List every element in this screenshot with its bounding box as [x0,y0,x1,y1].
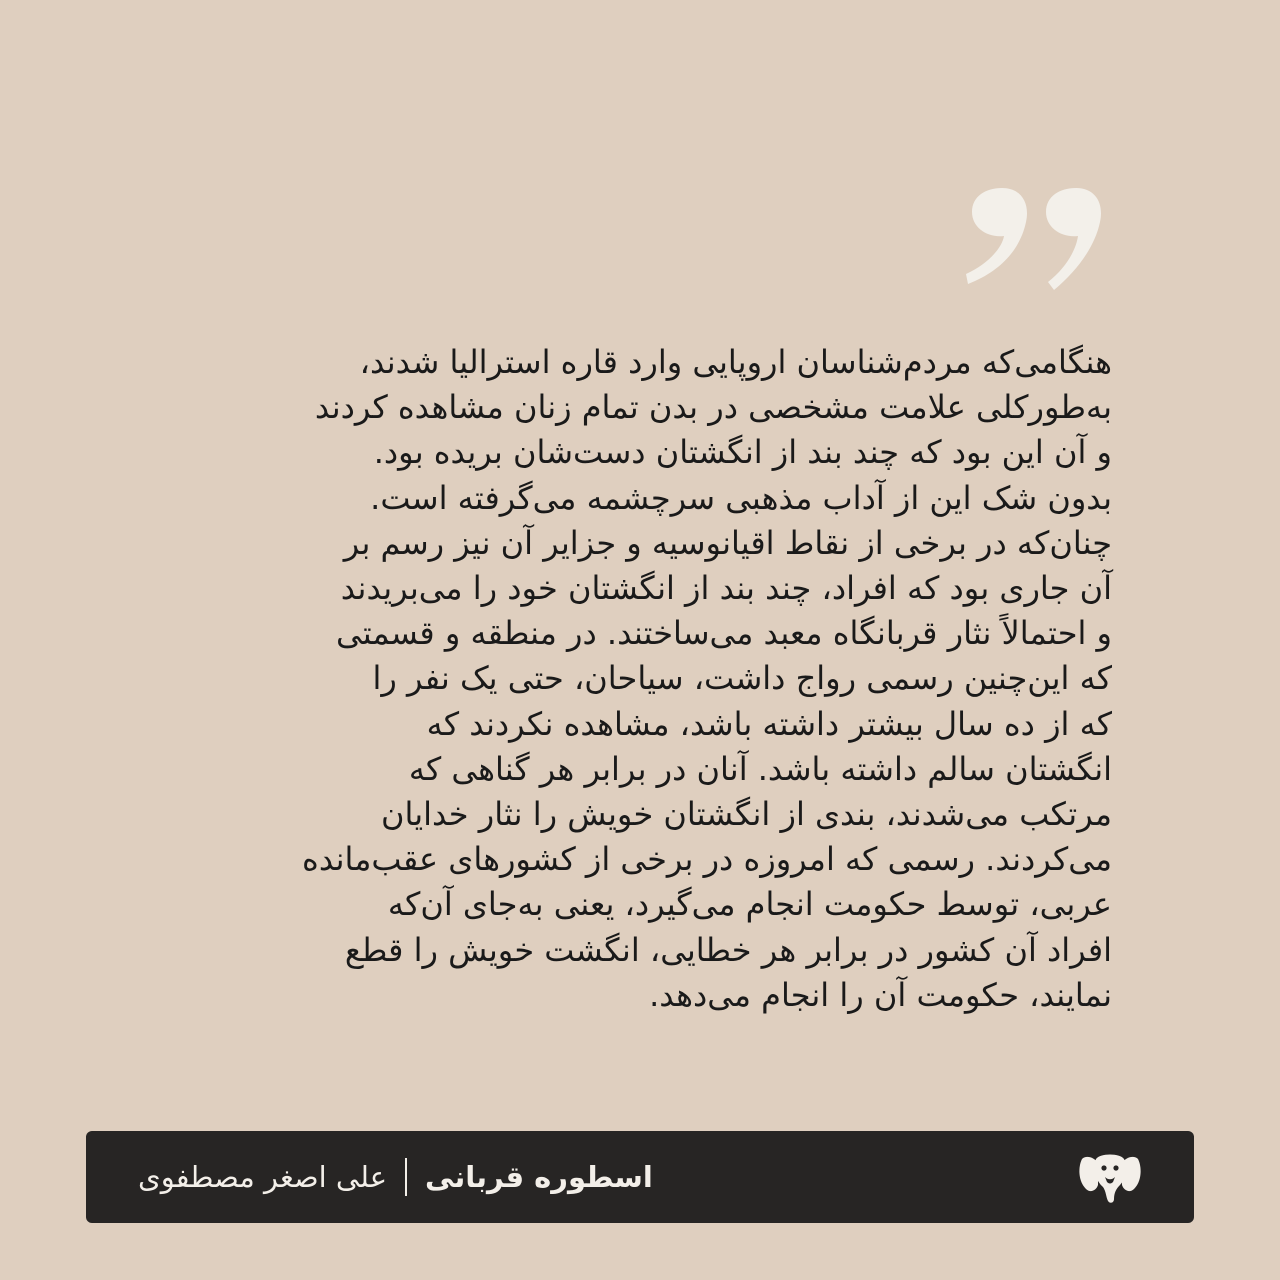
quote-line: انگشتان سالم داشته باشد. آنان در برابر هر گناهی که [408,749,1112,788]
divider [405,1158,407,1196]
book-title: اسطوره قربانی [425,1160,653,1194]
elephant-logo-icon [1076,1149,1144,1205]
quote-line: نمایند، حکومت آن را انجام می‌دهد. [649,975,1112,1014]
quote-line: بدون شک این از آداب مذهبی سرچشمه می‌گرفته است. [370,478,1112,517]
quote-line: و آن این بود که چند بند از انگشتان دست‌شان بریده بود. [373,433,1112,472]
quote-line: چنان‌که در برخی از نقاط اقیانوسیه و جزایر آن نیز رسم بر [343,523,1112,562]
quote-line: عربی، توسط حکومت انجام می‌گیرد، یعنی به‌جای آن‌که [387,885,1112,924]
footer-bar [86,1131,1194,1223]
quote-line: که از ده سال بیشتر داشته باشد، مشاهده نکردند که [426,704,1112,743]
quote-line: آن جاری بود که افراد، چند بند از انگشتان خود را می‌بریدند [340,569,1112,608]
closing-quote-icon [958,184,1118,296]
quote-line: می‌کردند. رسمی که امروزه در برخی از کشورهای عقب‌مانده [302,840,1112,879]
quote-line: که این‌چنین رسمی رواج داشت، سیاحان، حتی یک نفر را [372,659,1112,698]
quote-line: و احتمالاً نثار قربانگاه معبد می‌ساختند. در منطقه و قسمتی [336,614,1112,653]
book-credit [138,1131,653,1223]
quote-line: به‌طورکلی علامت مشخصی در بدن تمام زنان مشاهده کردند [314,388,1112,427]
quote-line: هنگامی‌که مردم‌شناسان اروپایی وارد قاره استرالیا شدند، [359,343,1112,381]
quote-text [168,340,1112,1018]
quote-line: افراد آن کشور در برابر هر خطایی، انگشت خویش را قطع [344,930,1112,969]
quote-line: مرتکب می‌شدند، بندی از انگشتان خویش را نثار خدایان [380,795,1112,834]
author-name: علی اصغر مصطفوی [138,1160,388,1194]
